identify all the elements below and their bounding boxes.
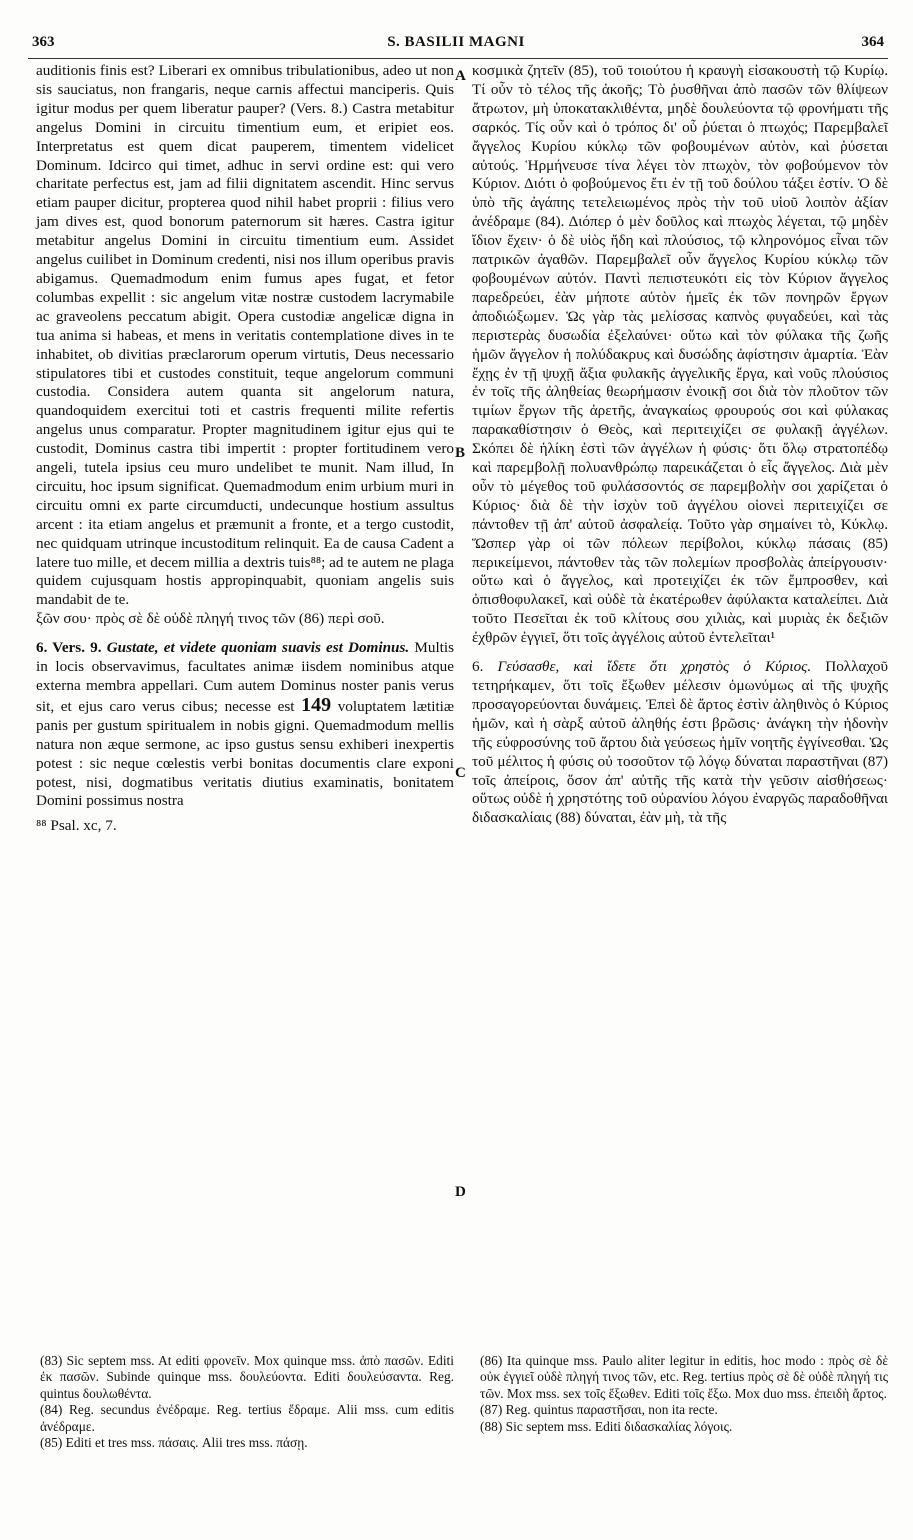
footnote: (86) Ita quinque mss. Paulo aliter legitur in editis, hoc modo : πρὸς σὲ δὲ οὐκ ἐγγιεῖ οὐδὲ πληγή τινος τῶν, etc. Reg. tertius πρὸς σὲ δὲ οὐδὲ πληγή τις τῶν. Mox mss. sex τοῖς ἔξωθεν. Editi τοῖς ἔξω. Mox duo mss. ἐπειδὴ ἄρτος. <box>480 1353 888 1401</box>
greek-paragraph-2 <box>472 658 888 828</box>
greek-column <box>472 62 888 828</box>
latin-body-b: voluptatem lætitiæ panis per gustum spiritualem in nobis gigni. Quemadmodum mellis natura non æque sermone, ac ipso gustus sensu exhiberi inexpertis potest : sic neque cœlestis verbi bonitas documentis clare exponi potest, nisi, dogmatibus veritatis diutius examinatis, bonitatem Domini possimus nostra <box>36 697 455 810</box>
running-header <box>24 34 888 56</box>
greek-body: Πολλαχοῦ τετηρήκαμεν, ὅτι τοῖς ἔξωθεν μέλεσιν ὁμωνύμως αἱ τῆς ψυχῆς προσαγορεύονται δυνάμεις. Ἐπεὶ δὲ ἄρτος ἐστὶν ἀληθινὸς ὁ Κύριος ἡμῶν, καὶ ἡ σὰρξ αὐτοῦ ἀληθής ἐστι βρῶσις· ἀνάγκη τὴν ἡδονὴν τῆς εὐφροσύνης τοῦ ἄρτου διὰ γεύσεως ἡμῖν νοητῆς ἐγγίνεσθαι. Ὡς τοῦ μέλιτος ἡ φύσις οὐ τοσοῦτον τῷ λόγῳ δύναται παραστῆναι (87) τοῖς ἀπείροις, ὅσον ἀπ' αὐτῆς τῆς κατὰ τὴν γεῦσιν αἰσθήσεως· οὕτως οὐδὲ ἡ χρηστότης τοῦ οὐρανίου λόγου ἐναργῶς παραδοθῆναι διδασκαλίαις (88) δύναται, ἐὰν μὴ, τὰ τῆς <box>472 658 889 827</box>
latin-verse-lemma: Gustate, et videte quoniam suavis est Dominus. <box>106 639 410 657</box>
greek-verse-lemma: Γεύσασθε, καὶ ἴδετε ὅτι χρηστὸς ὁ Κύριος. <box>497 658 812 676</box>
footnote: (84) Reg. secundus ἐνέδραμε. Reg. tertius ἔδραμε. Alii mss. cum editis ἀνέδραμε. <box>40 1402 454 1434</box>
footnotes-right <box>480 1353 888 1435</box>
latin-column <box>36 62 454 836</box>
right-page-number: 364 <box>861 34 884 50</box>
margin-marker-b: B <box>455 445 466 461</box>
header-rule <box>28 58 888 59</box>
latin-verse-number: 6. Vers. 9. <box>36 639 102 657</box>
footnote: (85) Editi et tres mss. πάσαις. Alii tres mss. πάσῃ. <box>40 1435 308 1451</box>
latin-body-a: Multis in locis observavimus, facultates animæ iisdem nominibus atque externa membra appellari. Cum autem Dominus noster panis verus sit, et ejus caro verus cibus; necesse est <box>36 639 455 715</box>
footnotes-left <box>40 1353 454 1451</box>
greek-verse-number: 6. <box>472 658 484 676</box>
margin-marker-a: A <box>455 68 466 84</box>
margin-marker-d: D <box>455 1184 466 1200</box>
footnote: (88) Sic septem mss. Editi διδασκαλίας λόγοις. <box>480 1418 733 1434</box>
scripture-reference: ⁸⁸ Psal. xc, 7. <box>36 817 117 835</box>
column-page-number: 149 <box>301 693 332 716</box>
latin-paragraph-2 <box>36 639 454 811</box>
left-page-number: 363 <box>32 34 55 50</box>
latin-greek-continuation: ξῶν σου· πρὸς σὲ δὲ οὐδὲ πληγή τινος τῶν (86) περὶ σοῦ. <box>36 610 385 628</box>
greek-paragraph-1: κοσμικὰ ζητεῖν (85), τοῦ τοιούτου ἡ κραυγὴ εἰσακουστὴ τῷ Κυρίῳ. Τί οὖν τὸ τέλος τῆς ἀκοῆς; Τὸ ῥυσθῆναι ἀπὸ πασῶν τῶν θλίψεων ἄτρωτον, μὴ ὑποκατακλιθέντα, μηδὲ δουλεύοντα τῷ φρονήματι τῆς σαρκός. Τίς οὖν καὶ ὁ τρόπος δι' οὗ ῥύεται ὁ πτωχός; Παρεμβαλεῖ ἄγγελος Κυρίου κύκλῳ τῶν φοβουμένων αὐτὸν, καὶ ῥύσεται αὐτούς. Ἡρμήνευσε τίνα λέγει τὸν πτωχὸν, τὸν φοβούμενον τὸν Κύριον. Διότι ὁ φοβούμενος ἔτι ἐν τῇ τοῦ δούλου τάξει ἐστίν. Ὁ δὲ ὑπὸ τῆς ἀγάπης τετελειωμένος πρὸς τὴν τοῦ υἱοῦ λοιπὸν ἀξίαν ἀνέδραμε (84). Διόπερ ὁ μὲν δοῦλος καὶ πτωχὸς λέγεται, τῷ μηδὲν ἴδιον ἔχειν· ὁ δὲ υἱὸς ἤδη καὶ πλούσιος, τῷ κληρονόμος εἶναι τῶν πατρικῶν ἀγαθῶν. Παρεμβαλεῖ οὖν ἄγγελος Κυρίου κύκλῳ τῶν φοβουμένων αὐτόν. Παντὶ πεπιστευκότι εἰς τὸν Κύριον ἄγγελος παρεδρεύει, ἐὰν μήποτε αὐτὸν ἡμεῖς ἐκ τῶν πονηρῶν ἔργων ἀποδιώξωμεν. Ὡς γὰρ τὰς μελίσσας καπνὸς φυγαδεύει, καὶ τὰς περιστερὰς δυσωδία ἐξελαύνει· οὕτω καὶ τὸν φύλακα τῆς ζωῆς ἡμῶν ἄγγελον ἡ πολύδακρυς καὶ δυσώδης ἀφίστησιν ἁμαρτία. Ἐὰν ἔχῃς ἐν τῇ ψυχῇ ἄξια φυλακῆς ἀγγελικῆς ἔργα, καὶ νοῦς πλούσιος ἐν τοῖς τῆς ἀληθείας θεωρήμασιν ἐνοικῇ σοι διὰ τὸν πλοῦτον τῶν τιμίων ἔργων τῆς ἀρετῆς, ἀναγκαίως φρουρούς σοι καὶ φύλακας παρακαθίστησιν ὁ Θεὸς, καὶ περιτειχίζει σε φυλακῇ ἀγγέλων. Σκόπει δὲ ἡλίκη ἐστὶ τῶν ἀγγέλων ἡ φύσις· ὅτι ὅλῳ στρατοπέδῳ καὶ παρεμβολῇ πολυανθρώπῳ παρεικάζεται ὁ εἷς ἄγγελος. Διὰ μὲν οὖν τὸ μέγεθος τοῦ φυλάσσοντός σε παρεμβολὴν σοι χαρίζεται ὁ Κύριος· διὰ δὲ τὴν ἰσχὺν τοῦ ἀγγέλου οἱονεὶ περιτειχίζει σε πάντοθεν τῇ ἀπ' αὐτοῦ ἀσφαλείᾳ. Τοῦτο γὰρ σημαίνει τὸ, Κύκλῳ. Ὥσπερ γὰρ οἱ τῶν πόλεων περίβολοι, κύκλῳ πάσαις (85) περικείμενοι, πάντοθεν τὰς τῶν πολεμίων προσβολὰς ἀπείργουσιν· οὕτω καὶ ὁ ἄγγελος, καὶ προτειχίζει ἐκ τῶν ἔμπροσθεν, καὶ ὀπισθοφυλακεῖ, καὶ οὐδὲ τὰ ἑκατέρωθεν ἀφύλακτα καταλείπει. Διὰ τοῦτο Πεσεῖται ἐκ τοῦ κλίτους σου χιλιὰς, καὶ μυριὰς ἐκ δεξιῶν ἐχθρῶν ἐγγιεῖ, ὅτι τοῖς ἀγγέλοις αὐτοῦ ἐντελεῖται¹ <box>472 62 888 647</box>
footnote: (83) Sic septem mss. At editi φρονεῖν. Mox quinque mss. ἀπὸ πασῶν. Editi ἐκ πασῶν. Subinde quinque mss. δουλεύοντα. Editi δουλεύσαντα. Reg. quintus δουλωθέντα. <box>40 1353 454 1401</box>
margin-marker-c: C <box>455 765 466 781</box>
footnote: (87) Reg. quintus παραστῆσαι, non ita recte. <box>480 1402 718 1418</box>
running-title: S. BASILII MAGNI <box>387 34 525 50</box>
latin-paragraph-1: auditionis finis est? Liberari ex omnibus tribulationibus, adeo ut non sis sauciatus, non frangaris, neque carnis affectui manciperis. Quis igitur modus per quem liberatur pauper? (Vers. 8.) Castra metabitur angelus Domini in circuitu timentium eum, et eripiet eos. Interpretatus est quem dicat pauperem, timentem videlicet Dominum. Idcirco qui timet, adhuc in servi ordine est: qui vero charitate perfectus est, jam ad filii dignitatem ascendit. Hinc servus etiam pauper dicitur, propterea quod nihil habet proprii : filius vero jam dives est, quod bonorum paternorum sit hæres. Castra igitur metabitur angelus Domini in circuitu timentium eum. Assidet angelus cuilibet in Dominum credenti, nisi nos illum operibus pravis abigamus. Quemadmodum enim fumus apes fugat, et fetor columbas expellit : sic angelum vitæ nostræ custodem lacrymabile ac graveolens peccatum abigit. Opera custodiæ angelicæ digna in tua anima si habeas, et mens in veritatis contemplatione dives in te inhabitet, ob divitias præclarorum operum virtutis, Deus necessario stipulatores tibi et custodes constituit, teque angelorum communi custodia. Considera autem quanta sit angelorum natura, quandoquidem exercitui toti et castris frequenti milite refertis angelus unus comparatur. Propter magnitudinem igitur ejus qui te custodit, Dominus castra tibi impertit : propter fortitudinem vero angeli, tutela ipsius ceu muro undelibet te munit. Nam illud, In circuitu, hoc ipsum significat. Quemadmodum enim urbium muri in circuitu omni ex parte circumducti, undecunque hostium assultus arcent : ita etiam angelus et præmunit a fronte, et a tergo custodit, nec quidquam utrinque incustoditum relinquit. Ea de causa Cadent a latere tuo mille, et decem millia a dextris tuis⁸⁸; ad te autem ne plaga quidem cujusquam hostis appropinquabit, quoniam angelis suis mandabit de te. <box>36 62 454 609</box>
